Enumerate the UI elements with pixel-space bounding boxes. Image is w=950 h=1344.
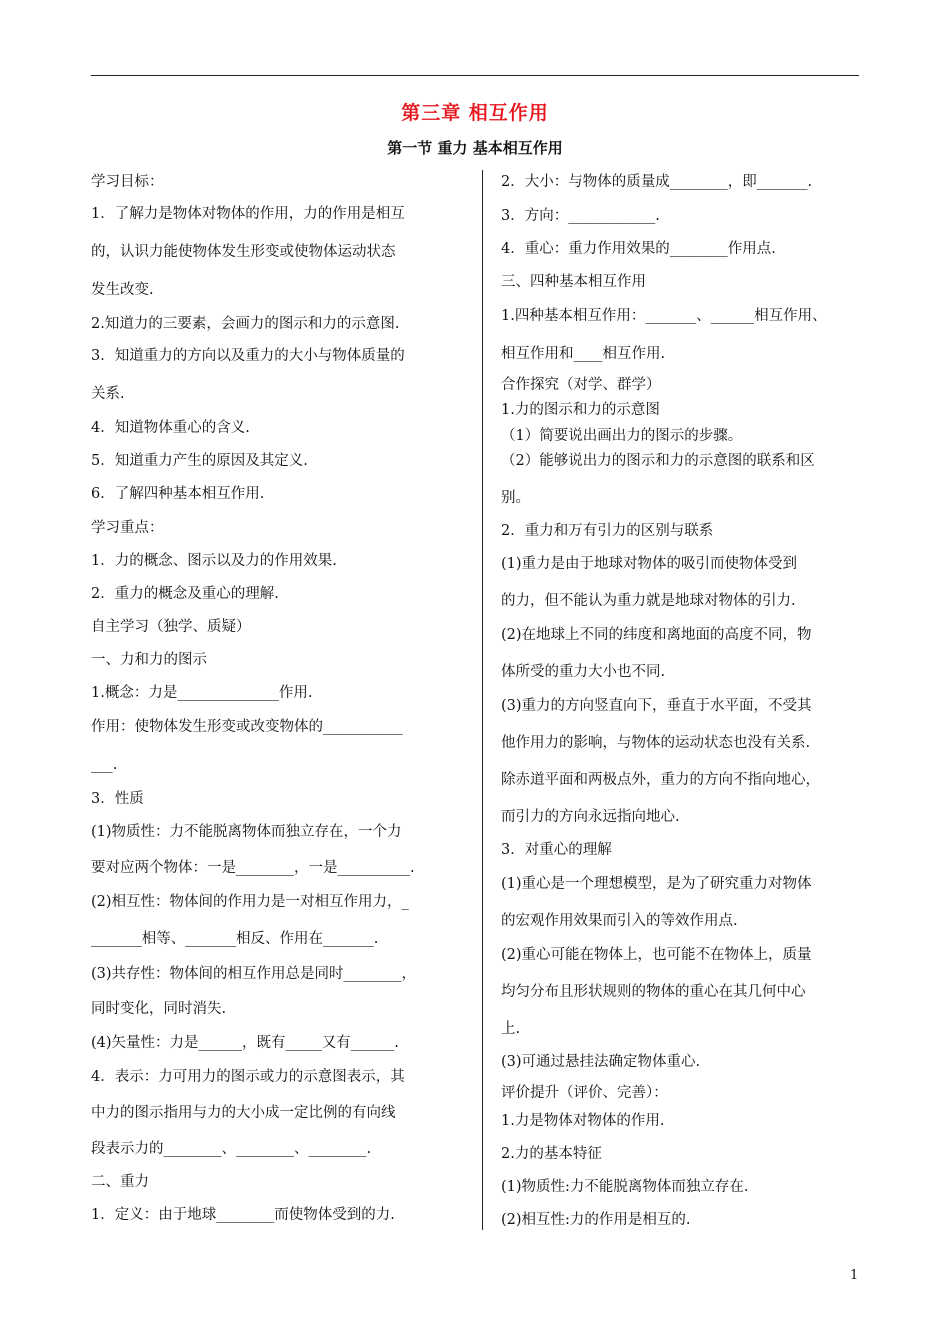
text-line: 而引力的方向永远指向地心. [501, 809, 680, 825]
text-line: 中力的图示指用与力的大小成一定比例的有向线 [91, 1105, 396, 1121]
section-title: 第一节 重力 基本相互作用 [387, 139, 563, 157]
text-line: 2.知道力的三要素，会画力的图示和力的示意图. [91, 316, 400, 332]
text-line: 1.力是物体对物体的作用. [501, 1113, 665, 1129]
text-line: 别。 [501, 490, 530, 506]
text-line: 要对应两个物体：一是________，一是__________. [91, 860, 415, 876]
text-line: （2）能够说出力的图示和力的示意图的联系和区 [501, 453, 815, 469]
text-line: (2)相互性:力的作用是相互的. [501, 1212, 691, 1228]
text-line: 二、重力 [91, 1174, 149, 1190]
text-line: 除赤道平面和两极点外，重力的方向不指向地心， [501, 772, 820, 788]
text-line: 3．方向：____________. [501, 208, 660, 224]
page-number: 1 [850, 1268, 859, 1283]
text-line: 2.力的基本特征 [501, 1146, 602, 1162]
text-line: (4)矢量性：力是______，既有_____又有______. [91, 1035, 399, 1051]
text-line: 4．表示：力可用力的图示或力的示意图表示，其 [91, 1069, 405, 1085]
column-divider [482, 170, 483, 1230]
text-line: (1)物质性:力不能脱离物体而独立存在. [501, 1179, 749, 1195]
text-line: 他作用力的影响，与物体的运动状态也没有关系. [501, 735, 811, 751]
text-line: 4．重心：重力作用效果的________作用点. [501, 241, 776, 257]
text-line: (2)重心可能在物体上，也可能不在物体上，质量 [501, 947, 812, 963]
text-line: 均匀分布且形状规则的物体的重心在其几何中心 [501, 984, 806, 1000]
text-line: 发生改变. [91, 282, 154, 298]
text-line: 自主学习（独学、质疑） [91, 619, 251, 635]
header-rule [91, 75, 859, 76]
text-line: 同时变化，同时消失. [91, 1001, 227, 1017]
text-line: 的宏观作用效果而引入的等效作用点. [501, 913, 738, 929]
text-line: 合作探究（对学、群学） [501, 377, 661, 393]
text-line: (1)重力是由于地球对物体的吸引而使物体受到 [501, 556, 798, 572]
text-line: 1.四种基本相互作用：_______、______相互作用、 [501, 308, 827, 324]
text-line: 2．重力的概念及重心的理解. [91, 586, 279, 602]
chapter-title: 第三章 相互作用 [401, 102, 549, 124]
text-line: 1．力的概念、图示以及力的作用效果. [91, 553, 337, 569]
text-line: 5．知道重力产生的原因及其定义. [91, 453, 308, 469]
text-line: 作用：使物体发生形变或改变物体的___________ [91, 719, 403, 735]
text-line: 1．定义：由于地球________而使物体受到的力. [91, 1207, 395, 1223]
text-line: 体所受的重力大小也不同. [501, 664, 666, 680]
text-line: 上. [501, 1021, 521, 1037]
text-line: _______相等、_______相反、作用在_______. [91, 931, 379, 947]
text-line: (3)重力的方向竖直向下，垂直于水平面，不受其 [501, 698, 812, 714]
text-line: 学习重点： [91, 520, 164, 536]
text-line: 3．知道重力的方向以及重力的大小与物体质量的 [91, 348, 405, 364]
text-line: 的力，但不能认为重力就是地球对物体的引力. [501, 593, 796, 609]
text-line: 2．重力和万有引力的区别与联系 [501, 523, 714, 539]
text-line: 2．大小：与物体的质量成________，即_______. [501, 174, 813, 190]
text-line: 3．性质 [91, 791, 144, 807]
text-line: 评价提升（评价、完善）： [501, 1085, 668, 1101]
text-line: 关系. [91, 386, 125, 402]
text-line: 相互作用和____相互作用. [501, 346, 666, 362]
text-line: ___. [91, 757, 118, 773]
text-line: 3．对重心的理解 [501, 842, 612, 858]
text-line: (2)相互性：物体间的作用力是一对相互作用力，_ [91, 894, 409, 910]
text-line: 1．了解力是物体对物体的作用，力的作用是相互 [91, 206, 405, 222]
text-line: (3)可通过悬挂法确定物体重心. [501, 1054, 701, 1070]
text-line: 6．了解四种基本相互作用. [91, 486, 265, 502]
text-line: （1）简要说出画出力的图示的步骤。 [501, 428, 743, 444]
text-line: 段表示力的________、________、________. [91, 1141, 372, 1157]
text-line: 1.概念：力是______________作用. [91, 685, 313, 701]
text-line: (2)在地球上不同的纬度和离地面的高度不同，物 [501, 627, 812, 643]
text-line: 一、力和力的图示 [91, 652, 207, 668]
text-line: (1)物质性：力不能脱离物体而独立存在，一个力 [91, 824, 402, 840]
text-line: 的，认识力能使物体发生形变或使物体运动状态 [91, 244, 396, 260]
text-line: 三、四种基本相互作用 [501, 274, 646, 290]
text-line: (1)重心是一个理想模型，是为了研究重力对物体 [501, 876, 812, 892]
text-line: 学习目标： [91, 174, 164, 190]
text-line: 1.力的图示和力的示意图 [501, 402, 660, 418]
text-line: (3)共存性：物体间的相互作用总是同时________， [91, 966, 417, 982]
text-line: 4．知道物体重心的含义. [91, 420, 250, 436]
